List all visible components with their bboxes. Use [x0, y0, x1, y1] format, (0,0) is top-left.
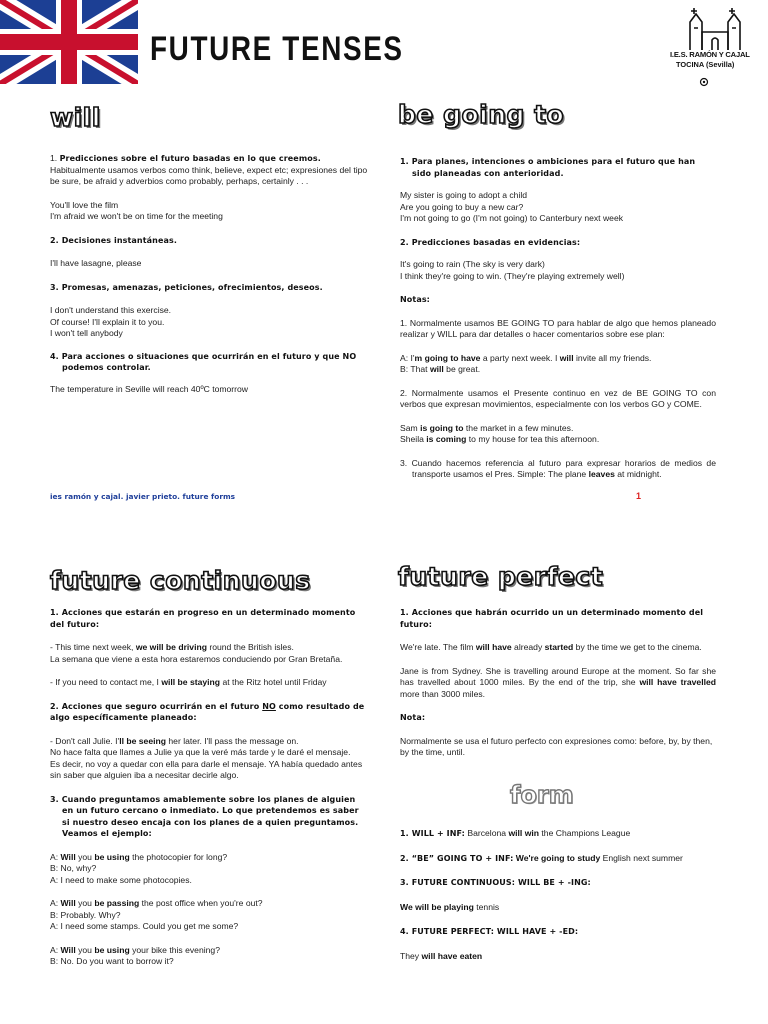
form-rule: 4. FUTURE PERFECT: WILL HAVE + -ED: [400, 927, 579, 936]
going-example: My sister is going to adopt a child [400, 190, 528, 200]
page-footer: ies ramón y cajal. javier prieto. future forms [50, 492, 236, 501]
will-point-3: 3. Promesas, amenazas, peticiones, ofrecimientos, deseos. [50, 282, 323, 292]
form-example: They will have eaten [400, 950, 483, 961]
will-example: I'll have lasagne, please [50, 258, 142, 268]
will-example: The temperature in Seville will reach 40ºC tomorrow [50, 383, 249, 394]
will-example: I'm afraid we won't be on time for the meeting [50, 211, 223, 221]
will-example: Of course! I'll explain it to you. [50, 316, 165, 327]
page-number: 1 [636, 491, 642, 501]
form-example: We will be playing tennis [400, 901, 500, 912]
future-continuous-section [50, 607, 366, 968]
continuous-dialogue-line: A: Will you be using your bike this evening? [50, 944, 220, 955]
continuous-dialogue-line: A: I need some stamps. Could you get me some? [50, 921, 239, 931]
continuous-dialogue-line: A: Will you be using the photocopier for long? [50, 851, 228, 862]
future-perfect-section [400, 607, 716, 759]
going-example: I think they're going to win. (They're playing extremely well) [400, 270, 625, 281]
logo-town: TOCINA (Sevilla) [676, 60, 735, 69]
continuous-dialogue-line: B: No, why? [50, 863, 97, 873]
perfect-example: We're late. The film will have already started by the time we get to the cinema. [400, 642, 702, 652]
continuous-example: La semana que viene a esta hora estaremos conduciendo por Gran Bretaña. [50, 653, 343, 664]
continuous-example: No hace falta que llames a Julie ya que la veré más tarde y le daré el mensaje. [50, 747, 351, 757]
continuous-dialogue-line: A: Will you be passing the post office when you're out? [50, 898, 263, 908]
section-heading-future-continuous: future continuous [50, 566, 311, 595]
will-section: 1. Predicciones sobre el futuro basadas en lo que creemos. Habitualmente usamos verbos como think, believe, expect etc; expresiones del tipo be sure, be afraid y adverbios como probably, perhaps, certainly . . . You'll love the film I'm afraid we won't be on time for the meeting 2. Decisiones instantáneas. I'll have lasagne, please 3. Promesas, amenazas, peticiones, ofrecimientos, deseos. I don't understand this exercise. Of course! I'll explain it to you. I won't tell anybody 4. Para acciones o situaciones que ocurrirán en el futuro y que NO podemos controlar. The temperature in Seville will reach 40ºC tomorrow [50, 153, 370, 395]
going-to-section [400, 156, 716, 481]
continuous-example: - This time next week, we will be driving round the British isles. [50, 642, 294, 652]
continuous-example: - If you need to contact me, I will be staying at the Ritz hotel until Friday [50, 677, 327, 687]
will-point-1-text: Habitualmente usamos verbos como think, believe, expect etc; expresiones del tipo be sure, be afraid y adverbios como probably, perhaps, certainly . . . [50, 164, 368, 186]
continuous-dialogue-line: B: Probably. Why? [50, 909, 121, 920]
form-rule: 1. WILL + INF: Barcelona will win the Champions League [400, 828, 631, 838]
section-heading-will: will [50, 103, 101, 132]
form-rule: 3. FUTURE CONTINUOUS: WILL BE + -ING: [400, 878, 591, 887]
school-logo [670, 6, 760, 96]
going-point-2: 2. Predicciones basadas en evidencias: [400, 237, 581, 247]
will-example: I don't understand this exercise. [50, 305, 172, 315]
going-note-3: 3. Cuando hacemos referencia al futuro para expresar horarios de medios de transporte usamos el Pres. Simple: The plane leaves at midnight. [400, 457, 716, 479]
uk-flag-icon [0, 0, 138, 84]
form-rule: 2. “BE” GOING TO + INF: We're going to study English next summer [400, 852, 683, 863]
perfect-note-heading: Nota: [400, 713, 426, 722]
going-example: Sheila is coming to my house for tea this afternoon. [400, 434, 600, 444]
logo-school-name: I.E.S. RAMÓN Y CAJAL [670, 50, 750, 59]
going-example: Sam is going to the market in a few minutes. [400, 422, 574, 433]
will-point-4: 4. Para acciones o situaciones que ocurrirán en el futuro y que NO podemos controlar. [50, 351, 357, 372]
going-example: It's going to rain (The sky is very dark) [400, 259, 545, 269]
will-point-1-title: Predicciones sobre el futuro basadas en lo que creemos. [59, 154, 321, 163]
going-example: A: I'm going to have a party next week. I will invite all my friends. [400, 352, 652, 363]
will-example: You'll love the film [50, 199, 119, 210]
perfect-note-text: Normalmente se usa el futuro perfecto con expresiones como: before, by, by then, by the time, until. [400, 735, 713, 757]
continuous-point-3: 3. Cuando preguntamos amablemente sobre los planes de alguien en un futuro cercano o inmediato. Lo que pretendemos es saber si nuestro deseo encaja con los planes de a quien preguntamos. Veamos el ejemplo: [50, 794, 359, 838]
continuous-point-1: 1. Acciones que estarán en progreso en un determinado momento del futuro: [50, 608, 356, 629]
section-heading-future-perfect: future perfect [398, 562, 604, 591]
perfect-point-1: 1. Acciones que habrán ocurrido un un determinado momento del futuro: [400, 608, 704, 629]
section-heading-form: form [510, 781, 574, 809]
will-example: I won't tell anybody [50, 328, 123, 338]
going-point-1: 1. Para planes, intenciones o ambiciones para el futuro que han sido planeadas con anterioridad. [400, 157, 696, 178]
going-note-2: 2. Normalmente usamos el Presente continuo en vez de BE GOING TO con verbos que expresan movimientos, especialmente con los verbos GO y COME. [400, 387, 716, 409]
continuous-dialogue-line: B: No. Do you want to borrow it? [50, 956, 174, 966]
continuous-example: - Don't call Julie. I'll be seeing her later. I'll pass the message on. [50, 735, 299, 746]
section-heading-going-to: be going to [398, 100, 565, 129]
continuous-point-2: 2. Acciones que seguro ocurrirán en el futuro NO como resultado de algo específicamente planeado: [50, 701, 365, 722]
continuous-example: Es decir, no voy a quedar con ella para darle el mensaje. YA había quedado antes sin saber que alguien iba a necesitar decirle algo. [50, 758, 363, 780]
going-note-1: 1. Normalmente usamos BE GOING TO para hablar de algo que hemos planeado realizar y WILL para dar detalles o hacer comentarios sobre ese plan: [400, 317, 716, 339]
going-example: I'm not going to go (I'm not going) to Canterbury next week [400, 213, 624, 223]
going-example: B: That will be great. [400, 364, 481, 374]
going-example: Are you going to buy a new car? [400, 201, 524, 212]
going-notes-heading: Notas: [400, 295, 430, 304]
page-title: FUTURE TENSES [150, 30, 404, 68]
form-section [400, 828, 720, 962]
will-point-2: 2. Decisiones instantáneas. [50, 235, 177, 245]
perfect-example: Jane is from Sydney. She is travelling around Europe at the moment. So far she has travelled about 1000 miles. By the end of the trip, she will have travelled more than 3000 miles. [400, 665, 716, 699]
continuous-dialogue-line: A: I need to make some photocopies. [50, 874, 192, 885]
